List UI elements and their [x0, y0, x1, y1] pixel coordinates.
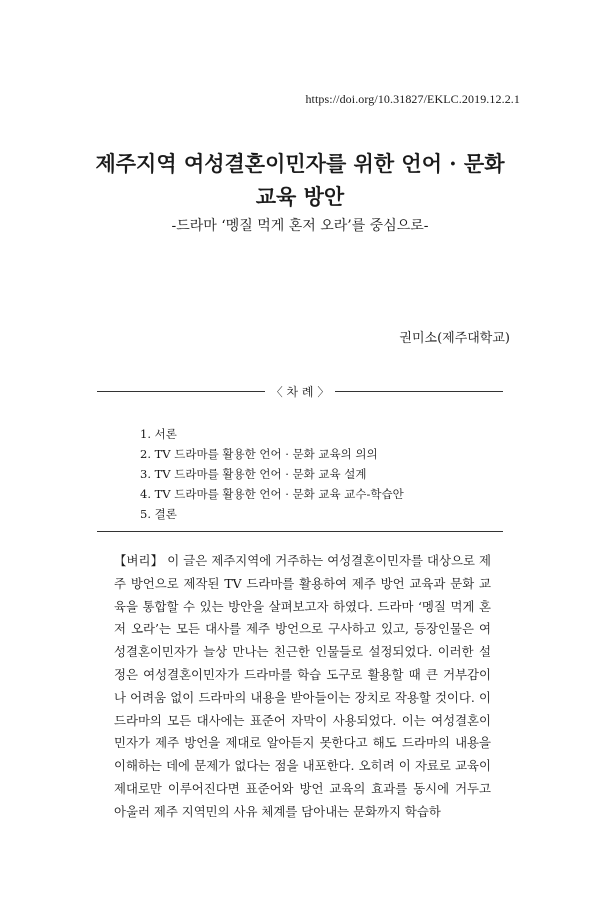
toc-item[interactable]: 4. TV 드라마를 활용한 언어 · 문화 교육 교수-학습안	[140, 487, 404, 501]
abstract-label: 【벼리】	[114, 553, 164, 568]
title-line-2: 교육 방안	[255, 183, 345, 209]
abstract	[114, 550, 491, 824]
toc-item[interactable]: 1. 서론	[140, 427, 177, 441]
doi-link[interactable]: https://doi.org/10.31827/EKLC.2019.12.2.1	[305, 92, 520, 106]
paper-subtitle: -드라마 ‘멩질 먹게 혼저 오라’를 중심으로-	[171, 218, 429, 234]
toc-header-label: 〈 차 례 〉	[270, 385, 330, 399]
toc-item[interactable]: 3. TV 드라마를 활용한 언어 · 문화 교육 설계	[140, 467, 367, 481]
toc-bottom-rule	[97, 531, 503, 532]
toc-item[interactable]: 2. TV 드라마를 활용한 언어 · 문화 교육의 의의	[140, 447, 378, 461]
toc-rule-left	[97, 391, 265, 392]
abstract-text: 이 글은 제주지역에 거주하는 여성결혼이민자를 대상으로 제주 방언으로 제작된 TV 드라마를 활용하여 제주 방언 교육과 문화 교육을 통합할 수 있는 방안을 살펴보고자 하였다. 드라마 ‘멩질 먹게 혼저 오라’는 모든 대사를 제주 방언으로 구사하고 있고, 등장인물은 여성결혼이민자가 늘상 만나는 친근한 인물들로 설정되었다. 이러한 설정은 여성결혼이민자가 드라마를 학습 도구로 활용할 때 큰 거부감이나 어려움 없이 드라마의 내용을 받아들이는 장치로 작용할 것이다. 이 드라마의 모든 대사에는 표준어 자막이 사용되었다. 이는 여성결혼이민자가 제주 방언을 제대로 알아듣지 못한다고 해도 드라마의 내용을 이해하는 데에 문제가 없다는 점을 내포한다. 오히려 이 자료로 교육이 제대로만 이루어진다면 표준어와 방언 교육의 효과를 동시에 거두고 아울러 제주 지역민의 사유 체계를 담아내는 문화까지 학습하	[114, 553, 491, 819]
paper-title	[0, 148, 600, 213]
toc-rule-right	[335, 391, 503, 392]
author-affiliation: 권미소(제주대학교)	[399, 331, 510, 346]
toc-item[interactable]: 5. 결론	[140, 507, 177, 521]
title-line-1: 제주지역 여성결혼이민자를 위한 언어 · 문화	[95, 151, 505, 176]
table-of-contents	[140, 424, 404, 524]
toc-header	[97, 383, 503, 400]
